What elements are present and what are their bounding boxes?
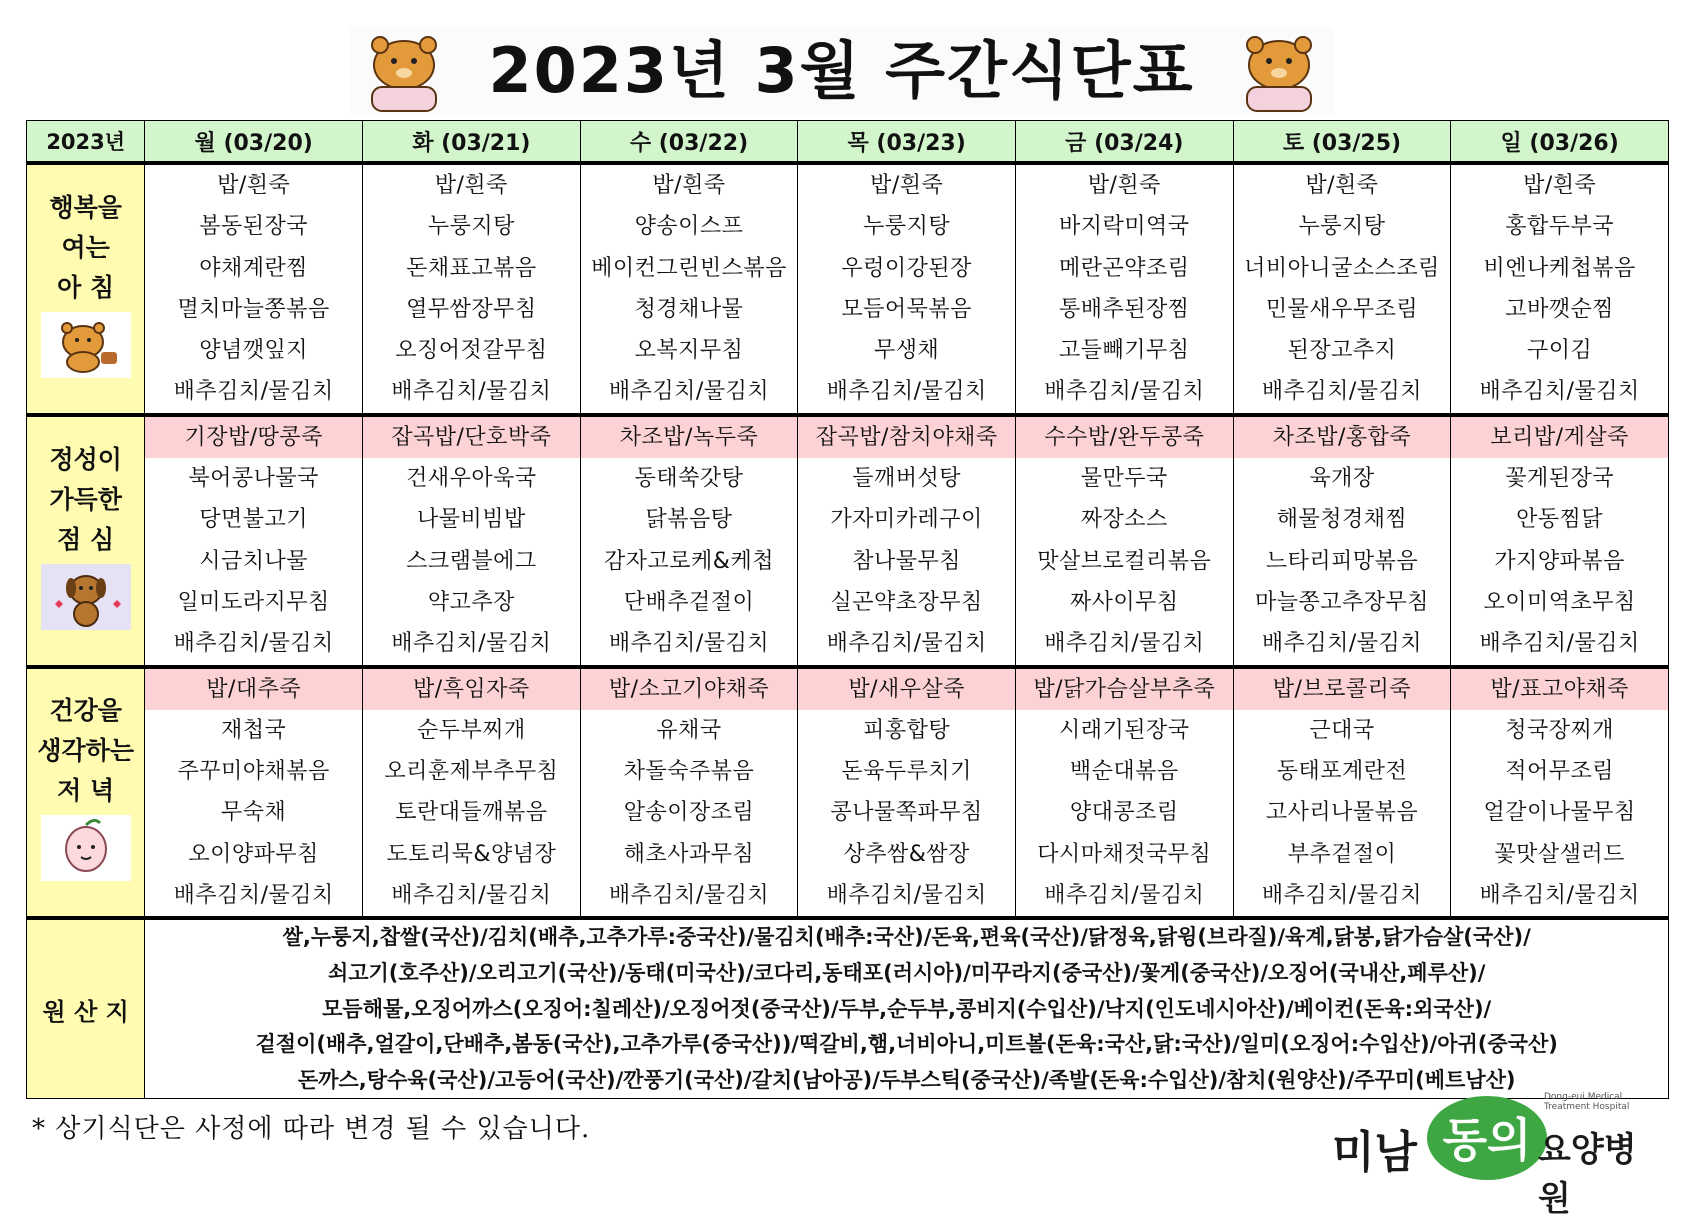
meal-section-row — [27, 667, 1669, 919]
menu-item: 양대콩조림 — [1069, 800, 1179, 826]
weekly-menu-table — [26, 120, 1669, 1099]
day-header: 일 (03/26) — [1451, 121, 1669, 164]
menu-item: 청경채나물 — [634, 296, 744, 322]
menu-item: 고들빼기무침 — [1059, 338, 1190, 364]
meal-label-line: 점 심 — [57, 524, 115, 554]
menu-item: 배추김치/물김치 — [1044, 631, 1205, 657]
menu-item: 메란곤약조림 — [1059, 255, 1190, 281]
menu-item: 당면불고기 — [199, 507, 309, 533]
menu-item: 야채계란찜 — [199, 255, 309, 281]
day-menu-cell — [798, 415, 1016, 667]
menu-item: 일미도라지무침 — [177, 589, 330, 615]
menu-item: 오징어젓갈무침 — [395, 338, 548, 364]
menu-item: 차조밥/홍합죽 — [1234, 417, 1451, 458]
day-menu-cell — [580, 163, 798, 415]
day-header: 수 (03/22) — [580, 121, 798, 164]
menu-item: 가자미카레구이 — [830, 507, 983, 533]
origin-line: 돈까스,탕수육(국산)/고등어(국산)/깐풍기(국산)/갈치(남아공)/두부스틱(중국산)/족발(돈육:수입산)/참치(원양산)/주꾸미(베트남산) — [297, 1067, 1516, 1092]
meal-label-line: 아 침 — [57, 272, 115, 302]
day-menu-cell — [1233, 163, 1451, 415]
meal-label-line: 여는 — [61, 232, 110, 262]
day-menu-cell — [580, 667, 798, 919]
menu-item: 누룽지탕 — [427, 214, 515, 240]
menu-item: 콩나물쪽파무침 — [830, 800, 983, 826]
menu-item: 배추김치/물김치 — [391, 379, 552, 405]
bear-mascot-icon — [1227, 29, 1331, 113]
day-header: 월 (03/20) — [145, 121, 363, 164]
menu-item: 나물비빔밥 — [416, 507, 526, 533]
menu-item: 상추쌈&쌈장 — [843, 841, 970, 867]
menu-item: 가지양파볶음 — [1494, 548, 1625, 574]
menu-item: 홍합두부국 — [1505, 214, 1615, 240]
menu-item: 닭볶음탕 — [645, 507, 733, 533]
menu-item: 된장고추지 — [1287, 338, 1397, 364]
menu-item: 도토리묵&양념장 — [386, 841, 557, 867]
menu-item: 피홍합탕 — [863, 717, 951, 743]
menu-item: 밥/소고기야채죽 — [581, 669, 798, 710]
menu-item: 적어무조림 — [1505, 759, 1615, 785]
day-menu-cell — [1233, 667, 1451, 919]
meal-label-line: 건강을 — [49, 696, 122, 726]
menu-item: 동태포계란전 — [1276, 759, 1408, 785]
bear-mascot-icon — [27, 308, 144, 390]
logo-text-right: 요양병원 — [1538, 1130, 1637, 1219]
menu-item: 양송이스프 — [634, 214, 744, 240]
menu-item: 배추김치/물김치 — [1044, 883, 1205, 909]
menu-item: 배추김치/물김치 — [391, 631, 552, 657]
menu-item: 밥/표고야채죽 — [1451, 669, 1668, 710]
day-menu-cell — [363, 415, 581, 667]
menu-item: 밥/흰죽 — [652, 173, 726, 198]
menu-item: 통배추된장찜 — [1059, 296, 1190, 322]
day-menu-cell — [1015, 415, 1233, 667]
day-menu-cell — [145, 163, 363, 415]
menu-item: 모듬어묵볶음 — [841, 296, 972, 322]
menu-item: 구이김 — [1527, 338, 1593, 364]
menu-item: 배추김치/물김치 — [1479, 379, 1640, 405]
menu-item: 봄동된장국 — [199, 214, 309, 240]
menu-item: 차돌숙주볶음 — [623, 759, 755, 785]
year-header: 2023년 — [27, 121, 145, 164]
menu-item: 근대국 — [1309, 717, 1375, 743]
menu-item: 시금치나물 — [199, 548, 309, 574]
menu-item: 밥/닭가슴살부추죽 — [1016, 669, 1233, 710]
menu-item: 양념깻잎지 — [199, 338, 309, 364]
day-header: 토 (03/25) — [1233, 121, 1451, 164]
menu-item: 오리훈제부추무침 — [384, 759, 559, 785]
menu-item: 배추김치/물김치 — [826, 883, 987, 909]
origin-line: 겉절이(배추,얼갈이,단배추,봄동(국산),고추가루(중국산))/떡갈비,햄,너비아니,미트볼(돈육:국산,닭:국산)/일미(오징어:수입산)/아귀(중국산) — [255, 1032, 1558, 1057]
menu-item: 밥/흰죽 — [217, 173, 291, 198]
menu-item: 물만두국 — [1080, 466, 1168, 492]
menu-item: 밥/브로콜리죽 — [1234, 669, 1451, 710]
menu-item: 해초사과무침 — [623, 841, 755, 867]
menu-item: 해물청경채찜 — [1276, 507, 1408, 533]
origin-label: 원 산 지 — [27, 918, 145, 1098]
menu-item: 우렁이강된장 — [841, 255, 972, 281]
menu-item: 육개장 — [1309, 466, 1375, 492]
menu-item: 백순대볶음 — [1069, 759, 1179, 785]
menu-item: 밥/새우살죽 — [798, 669, 1015, 710]
menu-item: 유채국 — [656, 717, 722, 743]
dog-mascot-icon — [27, 560, 144, 642]
menu-item: 오이양파무침 — [188, 841, 319, 867]
meal-label — [27, 415, 145, 667]
header-row — [27, 121, 1669, 164]
menu-item: 밥/흑임자죽 — [363, 669, 580, 710]
menu-item: 배추김치/물김치 — [608, 631, 770, 657]
day-header: 화 (03/21) — [363, 121, 581, 164]
day-menu-cell — [1015, 667, 1233, 919]
meal-label-line: 생각하는 — [37, 736, 134, 766]
menu-item: 스크램블에그 — [406, 548, 537, 574]
menu-item: 바지락미역국 — [1059, 214, 1190, 240]
menu-item: 밥/대추죽 — [145, 669, 362, 710]
menu-item: 밥/흰죽 — [1087, 173, 1161, 198]
menu-item: 너비아니굴소스조림 — [1244, 255, 1440, 281]
menu-item: 순두부찌개 — [416, 717, 526, 743]
menu-item: 실곤약초장무침 — [830, 589, 983, 615]
menu-item: 배추김치/물김치 — [173, 883, 334, 909]
menu-item: 배추김치/물김치 — [173, 379, 334, 405]
menu-item: 보리밥/게살죽 — [1451, 417, 1668, 458]
menu-item: 꽃게된장국 — [1505, 466, 1615, 492]
meal-label — [27, 163, 145, 415]
menu-item: 오이미역초무침 — [1483, 589, 1636, 615]
menu-item: 민물새우무조림 — [1265, 296, 1419, 322]
menu-item: 꽃맛살샐러드 — [1494, 841, 1625, 867]
meal-label-line: 행복을 — [49, 192, 122, 222]
menu-item: 누룽지탕 — [1298, 214, 1386, 240]
meal-label — [27, 667, 145, 919]
menu-item: 돈채표고볶음 — [406, 255, 537, 281]
menu-item: 배추김치/물김치 — [1261, 883, 1423, 909]
menu-item: 기장밥/땅콩죽 — [145, 417, 362, 458]
menu-item: 배추김치/물김치 — [1261, 379, 1423, 405]
menu-item: 토란대들깨볶음 — [395, 800, 548, 826]
menu-item: 차조밥/녹두죽 — [581, 417, 798, 458]
menu-item: 얼갈이나물무침 — [1483, 800, 1636, 826]
day-menu-cell — [1451, 667, 1669, 919]
change-notice: * 상기식단은 사정에 따라 변경 될 수 있습니다. — [32, 1114, 591, 1144]
menu-item: 재첩국 — [221, 717, 287, 743]
menu-item: 비엔나케첩볶음 — [1483, 255, 1636, 281]
menu-item: 수수밥/완두콩죽 — [1016, 417, 1233, 458]
menu-item: 베이컨그린빈스볶음 — [591, 255, 787, 281]
menu-item: 맛살브로컬리볶음 — [1037, 548, 1212, 574]
menu-item: 배추김치/물김치 — [173, 631, 334, 657]
menu-item: 잡곡밥/참치야채죽 — [798, 417, 1015, 458]
peach-mascot-icon — [27, 811, 144, 893]
menu-item: 고사리나물볶음 — [1265, 800, 1419, 826]
menu-item: 배추김치/물김치 — [1261, 631, 1423, 657]
menu-item: 배추김치/물김치 — [826, 379, 987, 405]
menu-item: 건새우아욱국 — [406, 466, 537, 492]
menu-item: 밥/흰죽 — [434, 173, 508, 198]
day-menu-cell — [1015, 163, 1233, 415]
day-menu-cell — [145, 415, 363, 667]
menu-item: 감자고로케&케첩 — [604, 548, 774, 574]
menu-item: 배추김치/물김치 — [391, 883, 552, 909]
day-menu-cell — [1233, 415, 1451, 667]
menu-item: 배추김치/물김치 — [1479, 883, 1640, 909]
menu-item: 느타리피망볶음 — [1265, 548, 1419, 574]
day-header: 목 (03/23) — [798, 121, 1016, 164]
day-menu-cell — [798, 667, 1016, 919]
menu-item: 동태쑥갓탕 — [634, 466, 744, 492]
day-menu-cell — [580, 415, 798, 667]
meal-label-line: 가득한 — [49, 484, 122, 514]
page-title: 2023년 3월 주간식단표 — [488, 34, 1195, 107]
title-banner — [350, 27, 1333, 115]
menu-item: 무생채 — [874, 338, 940, 364]
logo-text-left: 미남 — [1332, 1127, 1418, 1178]
menu-item: 마늘쫑고추장무침 — [1254, 589, 1429, 615]
menu-item: 북어콩나물국 — [188, 466, 319, 492]
origin-line: 모듬해물,오징어까스(오징어:칠레산)/오징어젓(중국산)/두부,순두부,콩비지(수입산)/낙지(인도네시아산)/베이컨(돈육:외국산)/ — [322, 996, 1492, 1021]
menu-item: 단배추겉절이 — [623, 589, 755, 615]
menu-item: 밥/흰죽 — [1305, 173, 1379, 198]
meal-label-line: 정성이 — [49, 444, 122, 474]
menu-item: 누룽지탕 — [863, 214, 951, 240]
menu-item: 배추김치/물김치 — [608, 379, 770, 405]
menu-item: 밥/흰죽 — [1523, 173, 1597, 198]
menu-item: 배추김치/물김치 — [608, 883, 770, 909]
menu-item: 안동찜닭 — [1516, 507, 1604, 533]
origin-text — [145, 918, 1669, 1098]
logo-text-center: 동의 — [1442, 1113, 1532, 1167]
menu-item: 잡곡밥/단호박죽 — [363, 417, 580, 458]
meal-label-line: 저 녁 — [57, 776, 115, 806]
menu-item: 고바깻순찜 — [1505, 296, 1615, 322]
menu-item: 열무쌈장무침 — [406, 296, 537, 322]
menu-item: 멸치마늘쫑볶음 — [177, 296, 330, 322]
hospital-logo — [1332, 1092, 1662, 1219]
menu-item: 시래기된장국 — [1059, 717, 1190, 743]
menu-item: 알송이장조림 — [623, 800, 755, 826]
menu-item: 오복지무침 — [634, 338, 744, 364]
day-menu-cell — [363, 163, 581, 415]
origin-line: 쇠고기(호주산)/오리고기(국산)/동태(미국산)/코다리,동태포(러시아)/미꾸라지(중국산)/꽃게(중국산)/오징어(국내산,페루산)/ — [327, 960, 1486, 985]
day-menu-cell — [1451, 415, 1669, 667]
menu-item: 돈육두루치기 — [841, 759, 972, 785]
meal-section-row — [27, 415, 1669, 667]
origin-line: 쌀,누룽지,찹쌀(국산)/김치(배추,고추가루:중국산)/물김치(배추:국산)/돈육,편육(국산)/닭정육,닭윙(브라질)/육계,닭봉,닭가슴살(국산)/ — [282, 925, 1531, 950]
menu-item: 약고추장 — [427, 589, 515, 615]
menu-item: 주꾸미야채볶음 — [177, 759, 330, 785]
day-menu-cell — [145, 667, 363, 919]
menu-item: 밥/흰죽 — [870, 173, 944, 198]
meal-section-row — [27, 163, 1669, 415]
day-menu-cell — [798, 163, 1016, 415]
menu-item: 짜장소스 — [1080, 507, 1168, 533]
day-menu-cell — [363, 667, 581, 919]
menu-item: 배추김치/물김치 — [1044, 379, 1205, 405]
menu-item: 들깨버섯탕 — [852, 466, 962, 492]
menu-item: 부추겉절이 — [1287, 841, 1397, 867]
menu-item: 참나물무침 — [852, 548, 962, 574]
day-menu-cell — [1451, 163, 1669, 415]
menu-item: 배추김치/물김치 — [826, 631, 987, 657]
menu-item: 무숙채 — [221, 800, 287, 826]
menu-item: 배추김치/물김치 — [1479, 631, 1640, 657]
menu-item: 짜사이무침 — [1069, 589, 1179, 615]
origin-row — [27, 918, 1669, 1098]
logo-subtitle: Dong-eui Medical Treatment Hospital — [1544, 1092, 1630, 1112]
menu-item: 다시마채젓국무침 — [1037, 841, 1212, 867]
menu-item: 청국장찌개 — [1505, 717, 1615, 743]
day-header: 금 (03/24) — [1015, 121, 1233, 164]
